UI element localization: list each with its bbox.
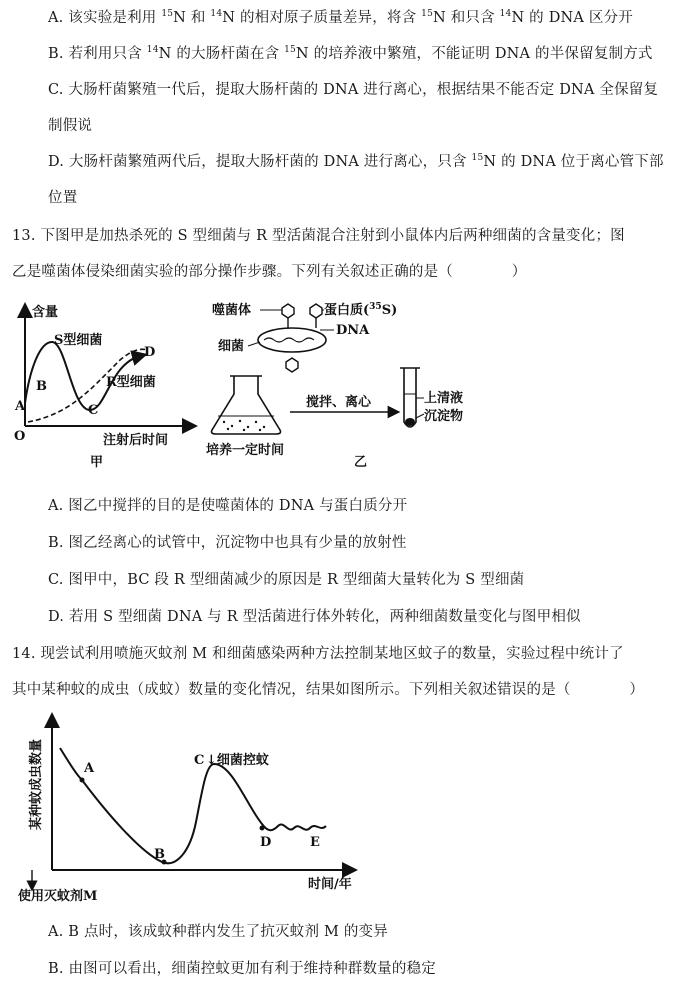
figure-yi-caption: 乙 xyxy=(354,455,368,470)
q12-option-d xyxy=(48,152,664,172)
point-c-label: C xyxy=(88,403,99,418)
q13-stem-line2: 乙是噬菌体侵染细菌实验的部分操作步骤。下列有关叙述正确的是（ ） xyxy=(12,264,527,280)
flask-icon xyxy=(212,376,281,434)
q12-option-c-line2: 制假说 xyxy=(48,118,93,134)
q12-option-a xyxy=(48,8,633,28)
q14-figure xyxy=(10,712,390,904)
q14-point-b-label: B xyxy=(154,847,165,862)
q14-option-b: B. 由图可以看出，细菌控蚊更加有利于维持种群数量的稳定 xyxy=(48,961,436,977)
text: N 和 xyxy=(173,10,211,26)
q13-option-b: B. 图乙经离心的试管中，沉淀物中也具有少量的放射性 xyxy=(48,535,407,551)
q14-arrow-note: ↓细菌控蚊 xyxy=(206,753,269,768)
text: N 的 DNA 位于离心管下部 xyxy=(483,154,664,170)
q14-option-a: A. B 点时，该成蚊种群内发生了抗灭蚊剂 M 的变异 xyxy=(48,924,388,940)
phage-label: 噬菌体 xyxy=(212,303,252,318)
point-d-dot xyxy=(260,826,265,831)
text: D. 大肠杆菌繁殖两代后，提取大肠杆菌的 DNA 进行离心，只含 xyxy=(48,154,472,170)
x-axis-label: 注射后时间 xyxy=(103,433,169,448)
text: 蛋白质( xyxy=(324,303,370,318)
point-a-dot xyxy=(80,778,85,783)
q13-option-c: C. 图甲中，BC 段 R 型细菌减少的原因是 R 型细菌大量转化为 S 型细菌 xyxy=(48,572,525,588)
sup: 14 xyxy=(499,9,512,19)
q12-option-b xyxy=(48,44,653,64)
text: B. 若利用只含 xyxy=(48,46,147,62)
figure-yi xyxy=(198,298,498,470)
q14-stem-line2: 其中某种蚊的成虫（成蚊）数量的变化情况，结果如图所示。下列相关叙述错误的是（ ） xyxy=(12,682,645,698)
point-a-label: A xyxy=(15,399,26,414)
point-d-label: D xyxy=(144,345,156,360)
sup: 15 xyxy=(161,9,174,19)
q13-stem-line1: 13. 下图甲是加热杀死的 S 型细菌与 R 型活菌混合注射到小鼠体内后两种细菌的含量变化；图 xyxy=(12,228,625,244)
supernatant-label: 上清液 xyxy=(424,391,464,406)
sup: 14 xyxy=(146,45,159,55)
sediment-pointer xyxy=(416,414,424,418)
sup: 15 xyxy=(284,45,296,55)
q14-point-e-label: E xyxy=(310,835,320,850)
sup: 15 xyxy=(471,153,484,163)
sediment-label: 沉淀物 xyxy=(424,409,464,424)
q14-start-label: 使用灭蚊剂M xyxy=(18,889,98,904)
step-label: 搅拌、离心 xyxy=(306,395,372,410)
population-curve xyxy=(60,748,326,863)
q12-option-c-line1: C. 大肠杆菌繁殖一代后，提取大肠杆菌的 DNA 进行离心，根据结果不能否定 DNA 全保留复 xyxy=(48,82,659,98)
s-bacteria-label: S型细菌 xyxy=(54,333,103,348)
point-b-label: B xyxy=(36,379,47,394)
text: N 的培养液中繁殖，不能证明 DNA 的半保留复制方式 xyxy=(295,46,653,62)
q12-option-d-line2: 位置 xyxy=(48,190,78,206)
q13-option-a: A. 图乙中搅拌的目的是使噬菌体的 DNA 与蛋白质分开 xyxy=(48,498,408,514)
figure-jia xyxy=(10,298,220,470)
culture-label: 培养一定时间 xyxy=(206,443,285,458)
q14-x-axis-label: 时间/年 xyxy=(308,877,352,892)
q14-y-axis-label: 某种蚊成虫数量 xyxy=(29,738,44,830)
q14-point-c-label: C xyxy=(194,753,205,768)
text: S) xyxy=(381,303,398,318)
bacteria-label: 细菌 xyxy=(218,339,245,354)
r-bacteria-label: R型细菌 xyxy=(106,375,156,390)
y-axis-label: 含量 xyxy=(32,305,59,320)
q14-point-a-label: A xyxy=(84,761,95,776)
origin-label: O xyxy=(14,429,26,444)
sup: 35 xyxy=(369,302,382,312)
q12-option-a-text: A. 该实验是利用 xyxy=(48,10,162,26)
protein-label xyxy=(324,302,397,318)
sup: 15 xyxy=(421,9,434,19)
sup: 14 xyxy=(210,9,223,19)
text: N 的 DNA 区分开 xyxy=(511,10,633,26)
q14-stem-line1: 14. 现尝试利用喷施灭蚊剂 M 和细菌感染两种方法控制某地区蚊子的数量，实验过程中统计了 xyxy=(12,646,624,662)
text: N 的大肠杆菌在含 xyxy=(158,46,285,62)
text: N 和只含 xyxy=(433,10,500,26)
bacteria-pointer xyxy=(248,342,260,346)
figure-jia-caption: 甲 xyxy=(90,455,104,470)
q14-point-d-label: D xyxy=(260,835,272,850)
q13-option-d: D. 若用 S 型细菌 DNA 与 R 型活菌进行体外转化，两种细菌数量变化与图甲相似 xyxy=(48,609,581,625)
text: N 的相对原子质量差异，将含 xyxy=(222,10,422,26)
dna-label: DNA xyxy=(336,323,370,338)
bacterium-icon xyxy=(258,328,326,352)
